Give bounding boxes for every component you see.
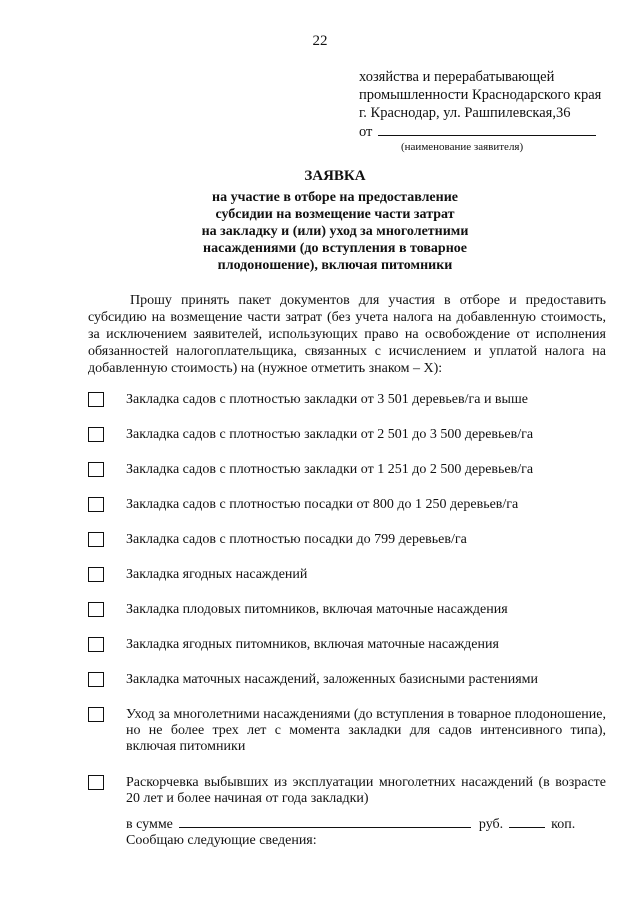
option-checkbox[interactable] [88, 567, 104, 582]
title-line: на участие в отборе на предоставление [212, 190, 458, 205]
sum-row [126, 815, 608, 833]
option-label: Закладка ягодных насаждений [126, 567, 308, 582]
option-row [88, 637, 608, 653]
addressee-block [359, 68, 629, 154]
title-line: плодоношение), включая питомники [217, 258, 453, 273]
option-label: Раскорчевка выбывших из эксплуатации многолетних насаждений (в возрасте 20 лет и более начиная от года закладки) [126, 775, 606, 806]
option-row [88, 497, 608, 513]
option-label: Закладка садов с плотностью посадки от 800 до 1 250 деревьев/га [126, 497, 519, 512]
info-line: Сообщаю следующие сведения: [126, 833, 317, 848]
option-checkbox[interactable] [88, 672, 104, 687]
title-line: насаждениями (до вступления в товарное [203, 241, 467, 256]
addressee-line: промышленности Краснодарского края [359, 87, 602, 103]
kop-label: коп. [551, 817, 576, 832]
option-label: Закладка ягодных питомников, включая маточные насаждения [126, 637, 499, 652]
option-row [88, 672, 608, 688]
option-label: Уход за многолетними насаждениями (до вступления в товарное плодоношение, но не более трех лет с момента закладки для садов интенсивного типа), включая питомники [126, 707, 606, 754]
option-label: Закладка садов с плотностью закладки от 3 501 деревьев/га и выше [126, 392, 528, 407]
option-row [88, 532, 608, 548]
option-row [88, 602, 608, 618]
title-line: на закладку и (или) уход за многолетними [201, 224, 469, 239]
option-label: Закладка садов с плотностью закладки от 2 501 до 3 500 деревьев/га [126, 427, 534, 442]
from-label: от [359, 124, 373, 140]
option-label: Закладка плодовых питомников, включая маточные насаждения [126, 602, 508, 617]
option-row [88, 392, 608, 408]
applicant-row [359, 122, 629, 141]
sum-kop-field[interactable] [509, 815, 545, 828]
intro-paragraph: Прошу принять пакет документов для участия в отборе и предоставить субсидию на возмещение части затрат (без учета налога на добавленную стоимость, за исключением заявителей, использующих право на освобождение от исполнения обязанностей налогоплательщика, связанных с исчислением и уплатой налога на добавленную стоимость) на (нужное отметить знаком – Х): [88, 293, 606, 376]
option-checkbox[interactable] [88, 392, 104, 407]
addressee-line: г. Краснодар, ул. Рашпилевская,36 [359, 105, 571, 121]
option-checkbox[interactable] [88, 707, 104, 722]
sum-rub-field[interactable] [179, 815, 471, 828]
option-row [88, 462, 608, 478]
option-checkbox[interactable] [88, 497, 104, 512]
option-checkbox[interactable] [88, 462, 104, 477]
option-checkbox[interactable] [88, 775, 104, 790]
applicant-caption: (наименование заявителя) [401, 141, 524, 153]
option-label: Закладка садов с плотностью закладки от 1 251 до 2 500 деревьев/га [126, 462, 534, 477]
option-checkbox[interactable] [88, 602, 104, 617]
addressee-line: хозяйства и перерабатывающей [359, 69, 555, 85]
sum-label: в сумме [126, 817, 173, 832]
option-checkbox[interactable] [88, 532, 104, 547]
option-label: Закладка садов с плотностью посадки до 799 деревьев/га [126, 532, 467, 547]
option-row [88, 567, 608, 583]
document-title [150, 168, 520, 274]
title-line: субсидии на возмещение части затрат [215, 207, 455, 222]
option-label: Закладка маточных насаждений, заложенных базисными растениями [126, 672, 539, 687]
option-checkbox[interactable] [88, 427, 104, 442]
rub-label: руб. [478, 817, 504, 832]
page-number: 22 [312, 33, 328, 49]
applicant-name-field[interactable] [378, 122, 596, 136]
option-row [88, 775, 608, 807]
option-row [88, 427, 608, 443]
option-row [88, 707, 608, 755]
option-checkbox[interactable] [88, 637, 104, 652]
title-main: ЗАЯВКА [304, 168, 366, 184]
